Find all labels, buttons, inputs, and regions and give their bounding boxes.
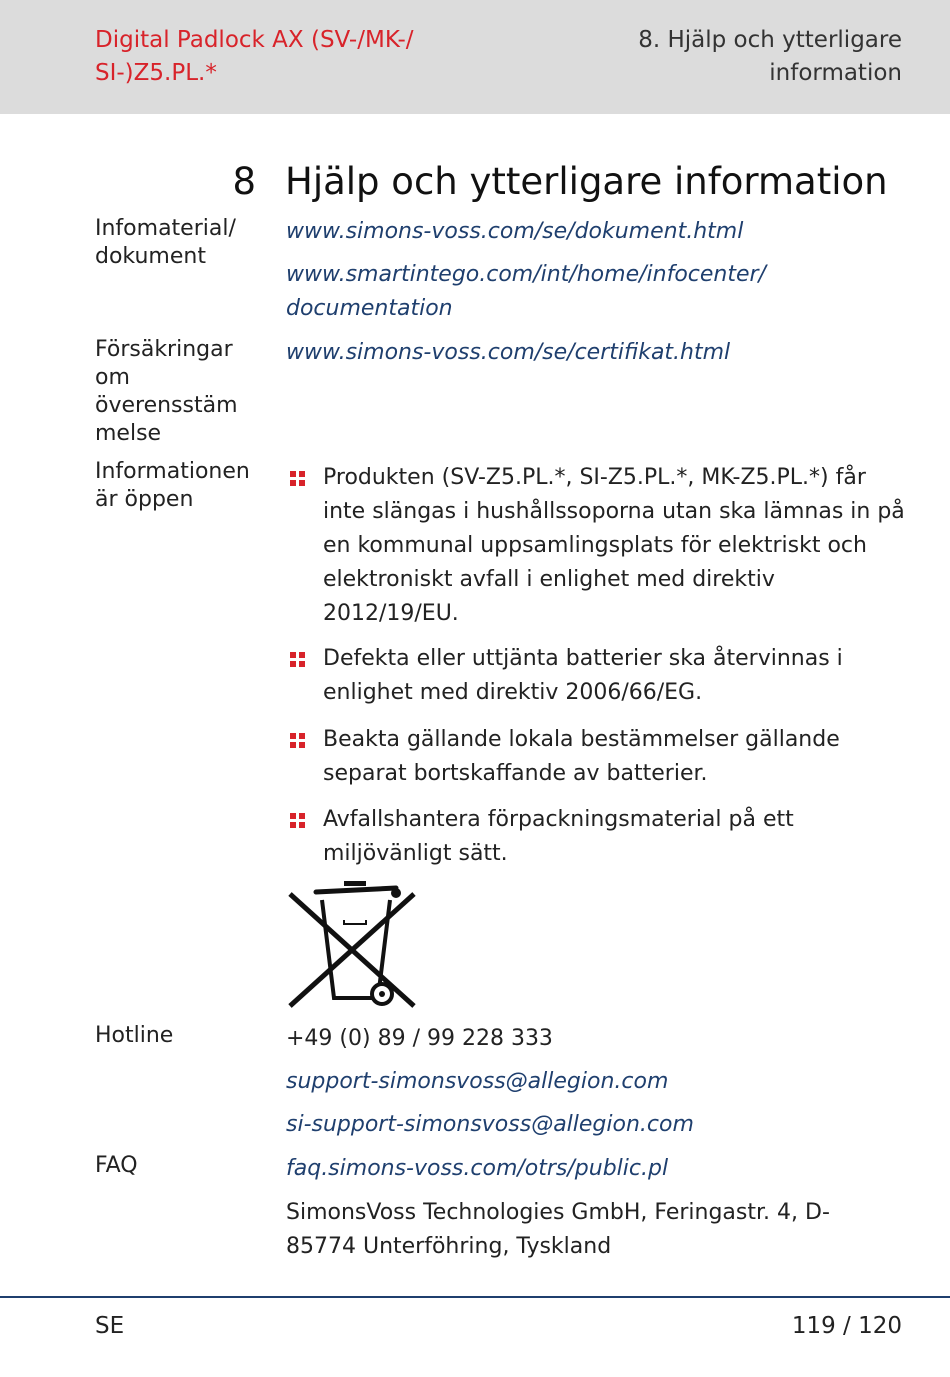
footer-divider (0, 1296, 950, 1298)
faq-label: FAQ (95, 1153, 138, 1178)
running-chapter-title: 8. Hjälp och ytterligare information (638, 27, 902, 86)
list-item-text: Beakta gällande lokala bestämmelser gällande separat bortskaffande av batterier. (323, 727, 840, 786)
page-header (0, 0, 950, 114)
info-material-label: Infomaterial/ dokument (95, 216, 236, 269)
list-item-text: Produkten (SV-Z5.PL.*, SI-Z5.PL.*, MK-Z5.PL.*) får inte slängas i hushållssoporna utan ska lämnas in på en kommunal uppsamlingsplats för elektriskt och elektroniskt avfall i enlighet med direktiv 2012/19/EU. (323, 465, 905, 626)
red-square-bullet-icon (290, 813, 305, 828)
disposal-label: Informationen är öppen (95, 459, 250, 512)
document-title: Digital Padlock AX (SV-/MK-/ SI-)Z5.PL.* (95, 27, 414, 86)
chapter-number: 8 (232, 160, 256, 203)
faq-link[interactable]: faq.simons-voss.com/otrs/public.pl (286, 1156, 669, 1181)
list-item-text: Avfallshantera förpackningsmaterial på ett miljövänligt sätt. (323, 807, 794, 866)
company-address: SimonsVoss Technologies GmbH, Feringastr. 4, D-85774 Unterföhring, Tyskland (286, 1200, 830, 1259)
red-square-bullet-icon (290, 471, 305, 486)
documentation-link[interactable]: www.smartintego.com/int/home/infocenter/ documentation (286, 262, 766, 321)
list-item-text: Defekta eller uttjänta batterier ska återvinnas i enlighet med direktiv 2006/66/EG. (323, 646, 843, 705)
page-number: 119 / 120 (791, 1313, 902, 1339)
support-email-link[interactable]: support-simonsvoss@allegion.com (286, 1069, 669, 1094)
red-square-bullet-icon (290, 652, 305, 667)
hotline-label: Hotline (95, 1023, 174, 1048)
chapter-title: Hjälp och ytterligare information (285, 160, 888, 203)
documents-link[interactable]: www.simons-voss.com/se/dokument.html (286, 219, 744, 244)
hotline-phone: +49 (0) 89 / 99 228 333 (286, 1026, 553, 1051)
certificates-link[interactable]: www.simons-voss.com/se/certifikat.html (286, 340, 731, 365)
red-square-bullet-icon (290, 733, 305, 748)
footer-language: SE (95, 1313, 125, 1339)
conformity-label: Försäkringar om överensstäm melse (95, 337, 238, 446)
si-support-email-link[interactable]: si-support-simonsvoss@allegion.com (286, 1112, 694, 1137)
crossed-out-wheelie-bin-icon (286, 880, 418, 1010)
